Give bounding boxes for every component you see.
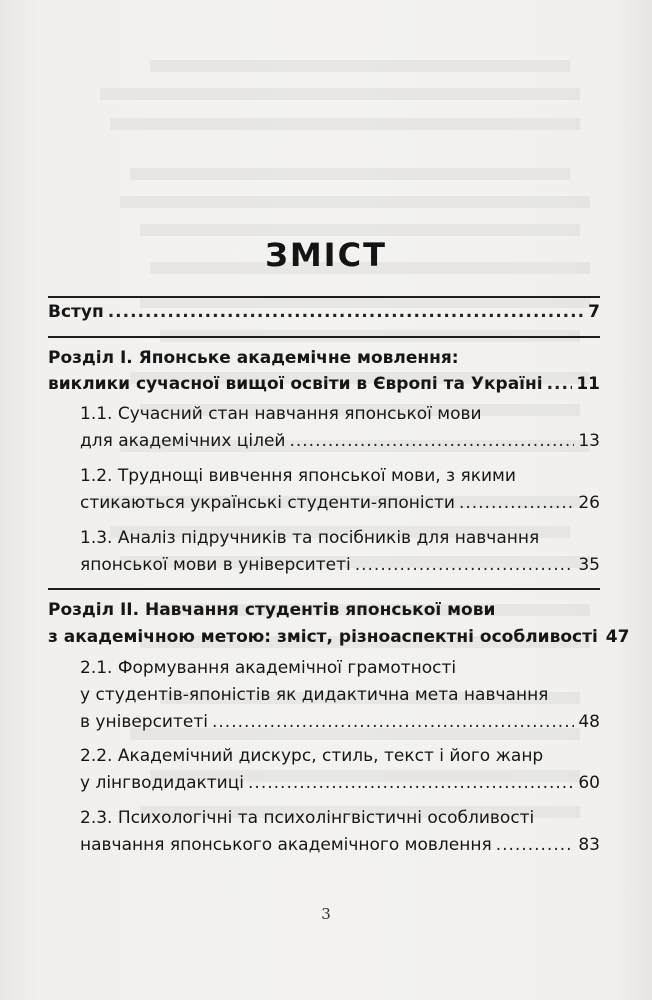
toc-section-2-1-line2: у студентів-японістів як дидактична мета навчання [80,685,549,705]
leader-dots [108,300,584,324]
toc-entry-title: Вступ [48,302,104,322]
toc-entry-title: в університеті [80,712,208,732]
toc-entry-intro [48,300,600,324]
toc-entry-page: 48 [578,712,600,732]
toc-entry-page: 26 [578,493,600,513]
toc-entry-page: 47 [605,627,630,647]
toc-chapter-2 [48,625,630,649]
top-rule [48,296,600,298]
toc-entry-page: 83 [578,835,600,855]
toc-entry-title: для академічних цілей [80,431,286,451]
toc-entry-title: японської мови в університеті [80,555,351,575]
toc-section-2-3 [80,833,600,857]
toc-entry-title: стикаються українські студенти-японісти [80,493,455,513]
toc-entry-title: виклики сучасної вищої освіти в Європі та Україні [48,374,543,394]
toc-chapter-2-line1: Розділ ІІ. Навчання студентів японської мови [48,600,496,620]
toc-entry-title: у лінгводидактиці [80,773,245,793]
toc-section-2-1 [80,710,600,734]
leader-dots [355,553,575,577]
toc-section-1-2 [80,491,600,515]
toc-entry-title: з академічною метою: зміст, різноаспектні особливості [48,627,598,647]
leader-dots [547,372,573,396]
toc-entry-page: 7 [588,302,600,322]
leader-dots [459,491,574,515]
page-title: ЗМІСТ [265,236,387,274]
toc-entry-title: навчання японського академічного мовлення [80,835,492,855]
toc-section-1-1-line1: 1.1. Сучасний стан навчання японської мови [80,404,482,424]
toc-section-2-3-line1: 2.3. Психологічні та психолінгвістичні особливості [80,808,535,828]
leader-dots [289,429,574,453]
toc-section-1-3-line1: 1.3. Аналіз підручників та посібників для навчання [80,528,540,548]
toc-section-2-2 [80,771,600,795]
toc-section-2-1-line1: 2.1. Формування академічної грамотності [80,658,457,678]
toc-section-1-3 [80,553,600,577]
leader-dots [496,833,575,857]
toc-entry-page: 13 [578,431,600,451]
toc-entry-page: 60 [578,773,600,793]
toc-entry-page: 11 [576,374,600,394]
section-rule [48,588,600,590]
toc-section-1-2-line1: 1.2. Труднощі вивчення японської мови, з якими [80,466,516,486]
toc-chapter-1-line1: Розділ І. Японське академічне мовлення: [48,348,459,368]
toc-section-2-2-line1: 2.2. Академічний дискурс, стиль, текст і його жанр [80,746,544,766]
toc-entry-page: 35 [578,555,600,575]
leader-dots [248,771,574,795]
section-rule [48,336,600,338]
page-number: 3 [321,905,331,923]
toc-chapter-1 [48,372,600,396]
toc-section-1-1 [80,429,600,453]
leader-dots [212,710,574,734]
